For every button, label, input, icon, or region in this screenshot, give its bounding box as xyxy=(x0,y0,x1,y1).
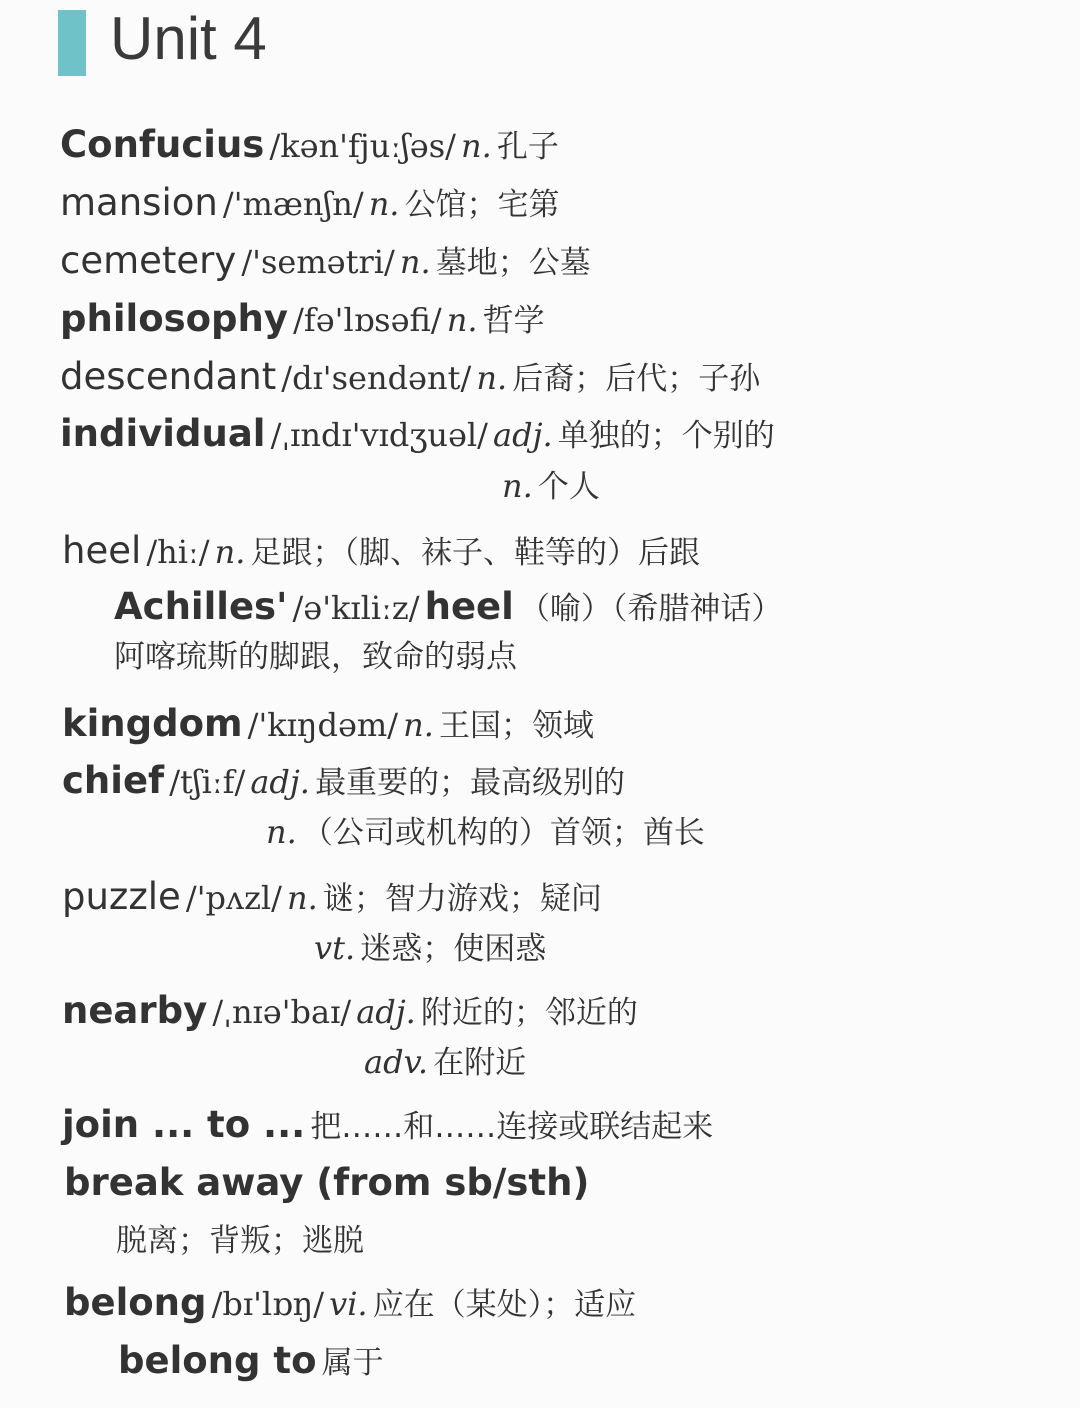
definition: 在附近 xyxy=(433,1045,527,1081)
phonetic: /'semətri/ xyxy=(241,243,395,281)
headword: Achilles' xyxy=(114,585,288,628)
headword: puzzle xyxy=(62,875,181,918)
entry-break-away-definition xyxy=(116,1223,364,1259)
entry-nearby xyxy=(62,989,638,1032)
entry-mansion xyxy=(60,181,560,224)
definition: 属于 xyxy=(321,1345,384,1381)
part-of-speech: n. xyxy=(287,879,318,917)
definition: 谜；智力游戏；疑问 xyxy=(322,881,602,917)
part-of-speech: adj. xyxy=(493,416,553,454)
definition: 墓地；公墓 xyxy=(435,245,591,281)
entry-chief xyxy=(62,759,626,802)
headword-2: heel xyxy=(424,585,514,628)
part-of-speech: n. xyxy=(399,243,431,281)
headword: belong to xyxy=(118,1339,317,1382)
definition: 公馆；宅第 xyxy=(404,187,560,223)
entry-individual-sense-2 xyxy=(502,467,600,505)
phonetic: /ˌɪndɪ'vɪdʒuəl/ xyxy=(270,416,488,454)
headword: Confucius xyxy=(60,123,265,166)
headword: descendant xyxy=(60,355,277,398)
entry-chief-sense-2 xyxy=(266,813,705,851)
entry-heel xyxy=(62,529,701,572)
unit-accent-bar xyxy=(58,10,86,76)
definition: 最重要的；最高级别的 xyxy=(315,765,626,801)
headword: heel xyxy=(62,529,142,572)
headword: belong xyxy=(64,1281,207,1324)
entry-cemetery xyxy=(60,239,591,282)
entry-philosophy xyxy=(60,297,545,340)
definition: 应在（某处）；适应 xyxy=(372,1287,637,1323)
entry-belong-to xyxy=(118,1339,384,1382)
entry-belong xyxy=(64,1281,637,1324)
part-of-speech: adj. xyxy=(356,993,416,1031)
definition: 把……和……连接或联结起来 xyxy=(310,1109,714,1145)
headword: nearby xyxy=(62,989,208,1032)
definition: 附近的；邻近的 xyxy=(420,995,638,1031)
part-of-speech: vi. xyxy=(329,1285,368,1323)
part-of-speech: vt. xyxy=(314,929,356,967)
headword: cemetery xyxy=(60,239,237,282)
part-of-speech: n. xyxy=(214,533,246,571)
phonetic: /'pʌzl/ xyxy=(185,879,282,917)
definition: 足跟；（脚、袜子、鞋等的）后跟 xyxy=(250,535,701,571)
entry-achilles-heel xyxy=(114,585,783,628)
part-of-speech: n. xyxy=(446,301,478,339)
phonetic: /'mænʃn/ xyxy=(222,185,364,223)
part-of-speech: adv. xyxy=(364,1043,429,1081)
definition: （喻）（希腊神话） xyxy=(518,591,783,627)
entry-puzzle xyxy=(62,875,602,918)
phonetic: /ə'kɪliːz/ xyxy=(292,589,420,627)
definition: （公司或机构的）首领；酋长 xyxy=(301,815,705,851)
part-of-speech: adj. xyxy=(250,763,310,801)
part-of-speech: n. xyxy=(476,359,508,397)
definition: 单独的；个别的 xyxy=(557,418,775,454)
headword: break away (from sb/sth) xyxy=(64,1161,590,1204)
definition: 哲学 xyxy=(482,303,545,339)
entry-puzzle-sense-2 xyxy=(314,929,547,967)
unit-title: Unit 4 xyxy=(110,5,267,72)
entry-achilles-heel-definition xyxy=(114,639,517,675)
phonetic: /tʃiːf/ xyxy=(169,763,246,801)
entry-descendant xyxy=(60,355,761,398)
headword: individual xyxy=(60,412,266,455)
definition: 个人 xyxy=(537,469,600,505)
headword: philosophy xyxy=(60,297,288,340)
entry-individual xyxy=(60,412,775,455)
definition: 王国；领域 xyxy=(439,708,594,744)
part-of-speech: n. xyxy=(266,813,297,851)
entry-confucius xyxy=(60,123,559,166)
phonetic: /dɪ'sendənt/ xyxy=(281,359,472,397)
headword: kingdom xyxy=(62,702,243,745)
part-of-speech: n. xyxy=(461,127,492,165)
headword: join ... to ... xyxy=(62,1103,306,1146)
part-of-speech: n. xyxy=(502,467,533,505)
part-of-speech: n. xyxy=(368,185,400,223)
phonetic: /kən'fjuːʃəs/ xyxy=(269,127,456,165)
headword: chief xyxy=(62,759,165,802)
definition: 脱离；背叛；逃脱 xyxy=(116,1223,364,1259)
definition: 迷惑；使困惑 xyxy=(360,931,547,967)
phonetic: /bɪ'lɒŋ/ xyxy=(211,1285,325,1323)
headword: mansion xyxy=(60,181,218,224)
entry-nearby-sense-2 xyxy=(364,1043,527,1081)
phonetic: /ˌnɪə'baɪ/ xyxy=(212,993,352,1031)
definition: 阿喀琉斯的脚跟，致命的弱点 xyxy=(114,639,517,675)
part-of-speech: n. xyxy=(403,706,434,744)
phonetic: /hiː/ xyxy=(146,533,210,571)
definition: 孔子 xyxy=(496,129,559,165)
definition: 后裔；后代；子孙 xyxy=(512,361,761,397)
entry-kingdom xyxy=(62,702,594,745)
entry-join-to xyxy=(62,1103,714,1146)
phonetic: /'kɪŋdəm/ xyxy=(247,706,399,744)
phonetic: /fə'lɒsəfi/ xyxy=(293,301,442,339)
entry-break-away xyxy=(64,1161,590,1204)
